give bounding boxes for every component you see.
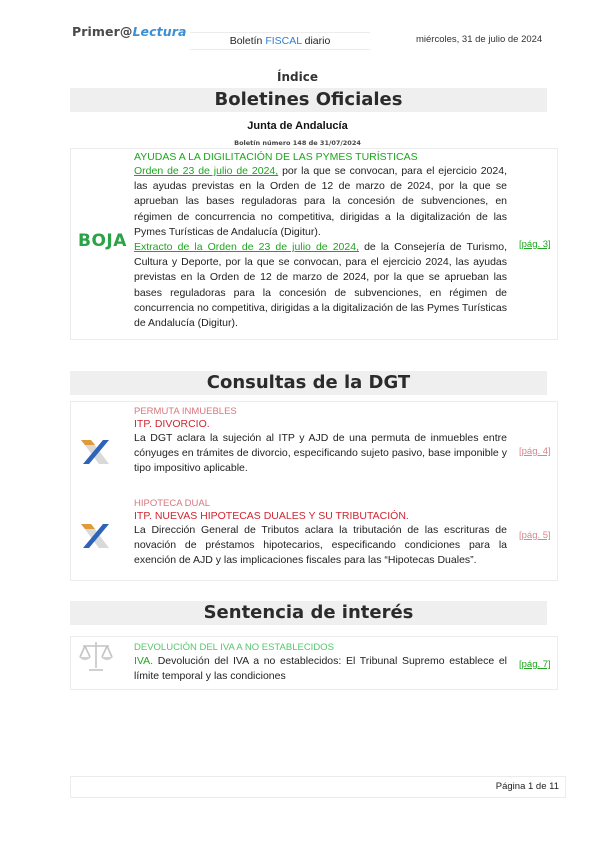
consulta-2-title: ITP. NUEVAS HIPOTECAS DUALES Y SU TRIBUTACIÓN. xyxy=(134,510,409,522)
entry-consultas xyxy=(70,401,558,581)
sentencia-body xyxy=(134,642,507,684)
boletin-number: Boletín número 148 de 31/07/2024 xyxy=(234,139,361,147)
consulta-2-text: La Dirección General de Tributos aclara la tributación de las escrituras de novación de préstamos hipotecarios, especificando condiciones para la exención de AJD y las implicaciones fiscales para las “Hipotecas Duales”. xyxy=(134,524,507,567)
extracto-text: de la Consejería de Turismo, Cultura y Deporte, por la que se convocan, para el ejercicio 2024, las ayudas previstas en la Orden de 12 de marzo de 2024, por la que se aprueban las bases reguladoras para la concesión de subvenciones, en régimen de concurrencia no competitiva, dirigidas a la digitalización de las Pymes Turísticas de Andalucía (Digitur). xyxy=(134,241,507,330)
sentencia-text: Devolución del IVA a no establecidos: El Tribunal Supremo establece el límite temporal y las condiciones xyxy=(134,655,507,683)
sentencia-category: DEVOLUCIÓN DEL IVA A NO ESTABLECIDOS xyxy=(134,642,334,653)
tax-agency-icon xyxy=(77,520,113,552)
header-title-pre: Boletín xyxy=(229,35,266,47)
subheading-junta: Junta de Andalucía xyxy=(247,120,348,132)
entry-sentencia xyxy=(70,636,558,690)
section-title-sentencia: Sentencia de interés xyxy=(70,601,547,625)
tax-agency-icon xyxy=(77,436,113,468)
brand-logo xyxy=(72,24,187,39)
logo-part-primer: Primer@ xyxy=(72,24,133,39)
page-number: Página 1 de 11 xyxy=(495,781,559,792)
header-title-fiscal: FISCAL xyxy=(265,35,302,47)
section-title-consultas: Consultas de la DGT xyxy=(70,371,547,395)
entry-boja-title: AYUDAS A LA DIGILITACIÓN DE LAS PYMES TURÍSTICAS xyxy=(134,151,418,163)
footer xyxy=(70,776,566,798)
consulta-2-page-ref[interactable]: [pág. 5] xyxy=(519,530,551,541)
header-title xyxy=(190,32,370,50)
entry-boja-body xyxy=(134,151,507,331)
orden-link[interactable]: Orden de 23 de julio de 2024, xyxy=(134,165,279,177)
sentencia-title-prefix: IVA. xyxy=(134,655,154,667)
page-ref-link[interactable]: [pág. 3] xyxy=(519,239,551,250)
consulta-2-body xyxy=(134,498,507,569)
consulta-2-category: HIPOTECA DUAL xyxy=(134,498,211,509)
header-date: miércoles, 31 de julio de 2024 xyxy=(416,34,543,45)
consulta-1-body xyxy=(134,406,507,477)
consulta-1-text: La DGT aclara la sujeción al ITP y AJD de una permuta de inmuebles entre cónyuges en trámites de divorcio, especificando sujeto pasivo, base imponible y tipo impositivo aplicable. xyxy=(134,432,507,475)
consulta-1-category: PERMUTA INMUEBLES xyxy=(134,406,237,417)
logo-part-lectura: Lectura xyxy=(132,24,187,39)
section-title-boletines: Boletines Oficiales xyxy=(70,88,547,112)
entry-boja xyxy=(70,148,558,340)
scales-icon xyxy=(77,639,115,673)
sentencia-page-ref[interactable]: [pág. 7] xyxy=(519,659,551,670)
orden-text: por la que se convocan, para el ejercicio 2024, las ayudas previstas en la Orden de 12 de marzo de 2024, por la que se aprueban las bases reguladoras para la concesión de subvenciones, en régimen de concurrencia no competitiva, dirigidas a la digitalización de las Pymes Turísticas de Andalucía (Digitur). xyxy=(134,165,507,238)
boja-logo: BOJA xyxy=(78,231,127,251)
index-heading: Índice xyxy=(277,70,318,84)
consulta-1-page-ref[interactable]: [pág. 4] xyxy=(519,446,551,457)
header-title-post: diario xyxy=(301,35,331,47)
extracto-link[interactable]: Extracto de la Orden de 23 de julio de 2024, xyxy=(134,241,359,254)
consulta-1-title: ITP. DIVORCIO. xyxy=(134,418,210,430)
